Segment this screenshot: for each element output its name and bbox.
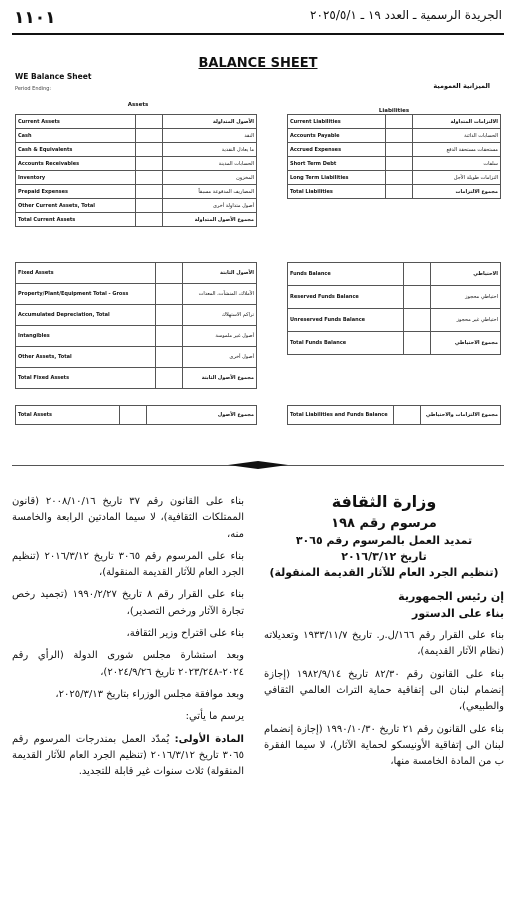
current-liabilities-table	[287, 114, 501, 199]
row-value-cell	[135, 185, 162, 199]
row-value-cell	[135, 157, 162, 171]
row-label-ar: احتياطي غير محجوز	[431, 309, 501, 332]
page-number: ١١٠١	[14, 8, 56, 28]
row-value-cell	[386, 185, 413, 199]
current-liabilities-row	[288, 143, 501, 157]
row-label-ar: ما يعادل النقدية	[162, 143, 256, 157]
row-label-ar: النقد	[162, 129, 256, 143]
total-liab-funds-en: Total Liabilities and Funds Balance	[288, 406, 394, 425]
left-paragraph: يرسم ما يأتي:	[185, 711, 244, 723]
current-liabilities-row	[288, 115, 501, 129]
row-label-en: Long Term Liabilities	[288, 171, 386, 185]
row-label-en: Reserved Funds Balance	[288, 286, 404, 309]
row-label-en: Property/Plant/Equipment Total - Gross	[16, 284, 156, 305]
row-value-cell	[404, 332, 431, 355]
row-label-ar: احتياطي محجوز	[431, 286, 501, 309]
funds-balance-row	[288, 286, 501, 309]
row-label-en: Other Current Assets, Total	[16, 199, 136, 213]
company-name: WE Balance Sheet	[15, 72, 92, 81]
decree-right-column	[264, 494, 504, 770]
gazette-header: الجريدة الرسمية ـ العدد ١٩ ـ ٢٠٢٥/٥/١	[310, 8, 502, 22]
funds-balance-row	[288, 332, 501, 355]
row-label-en: Intangibles	[16, 326, 156, 347]
row-label-ar: أصول غير ملموسة	[183, 326, 257, 347]
fixed-assets-row	[16, 284, 257, 305]
row-label-en: Total Current Assets	[16, 213, 136, 227]
total-assets-row	[16, 406, 257, 425]
current-assets-table	[15, 114, 257, 227]
row-label-ar: مجموع الأصول الثابتة	[183, 368, 257, 389]
constitution-line: بناء على الدستور	[412, 606, 504, 620]
row-label-en: Cash & Equivalents	[16, 143, 136, 157]
row-value-cell	[386, 171, 413, 185]
total-liab-funds-ar: مجموع الالتزامات والاحتياطي	[421, 406, 501, 425]
fixed-assets-table	[15, 262, 257, 389]
row-label-ar: مستحقات مستحقة الدفع	[413, 143, 501, 157]
decree-date: تاريخ ٢٠١٦/٣/١٢	[341, 549, 427, 563]
row-value-cell	[156, 347, 183, 368]
arabic-balance-title: الميزانية العمومية	[433, 82, 490, 90]
row-label-en: Other Assets, Total	[16, 347, 156, 368]
assets-heading: Assets	[127, 102, 149, 108]
row-value-cell	[404, 263, 431, 286]
row-label-en: Unreserved Funds Balance	[288, 309, 404, 332]
row-label-en: Short Term Debt	[288, 157, 386, 171]
row-label-en: Funds Balance	[288, 263, 404, 286]
funds-balance-row	[288, 263, 501, 286]
fixed-assets-row	[16, 347, 257, 368]
row-label-ar: الالتزامات المتداولة	[413, 115, 501, 129]
current-assets-row	[16, 185, 257, 199]
row-value-cell	[156, 263, 183, 284]
balance-sheet-title: BALANCE SHEET	[198, 56, 318, 71]
current-liabilities-row	[288, 157, 501, 171]
row-label-en: Accrued Expenses	[288, 143, 386, 157]
current-assets-row	[16, 171, 257, 185]
funds-balance-row	[288, 309, 501, 332]
row-label-ar: سلفات	[413, 157, 501, 171]
row-value-cell	[386, 115, 413, 129]
ministry-title: وزارة الثقافة	[331, 492, 437, 511]
row-label-en: Fixed Assets	[16, 263, 156, 284]
row-label-ar: المصاريف المدفوعة مسبقاً	[162, 185, 256, 199]
current-liabilities-row	[288, 171, 501, 185]
fixed-assets-row	[16, 305, 257, 326]
row-label-ar: الأصول المتداولة	[162, 115, 256, 129]
row-value-cell	[135, 213, 162, 227]
total-assets-table	[15, 405, 257, 425]
current-assets-row	[16, 199, 257, 213]
row-label-en: Accounts Payable	[288, 129, 386, 143]
row-label-en: Accounts Receivables	[16, 157, 136, 171]
row-value-cell	[156, 305, 183, 326]
fixed-assets-row	[16, 263, 257, 284]
current-assets-row	[16, 129, 257, 143]
row-label-ar: المخزون	[162, 171, 256, 185]
row-label-ar: مجموع الأصول المتداولة	[162, 213, 256, 227]
row-label-en: Total Fixed Assets	[16, 368, 156, 389]
article-text: يُمدّد العمل بمندرجات المرسوم رقم ٣٠٦٥ تاريخ ٢٠١٦/٣/١٢ (تنظيم الجرد العام للآثار القديمة المنقولة) ثلاث سنوات غير قابلة للتجديد.	[12, 733, 244, 778]
row-label-ar: تراكم الاستهلاك	[183, 305, 257, 326]
row-label-en: Accumulated Depreciation, Total	[16, 305, 156, 326]
right-paragraph: بناء على القانون رقم ٨٢/٣٠ تاريخ ١٩٨٢/٩/١٤ (إجازة إنضمام لبنان الى إتفاقية حماية التراث العالمي الثقافي والطبيعي)،	[264, 668, 504, 713]
row-value-cell	[404, 286, 431, 309]
row-label-ar: الأملاك، المنشآت، المعدات	[183, 284, 257, 305]
total-liab-funds-table	[287, 405, 501, 425]
funds-balance-table	[287, 262, 501, 355]
current-assets-row	[16, 143, 257, 157]
total-liab-funds-row	[288, 406, 501, 425]
liabilities-heading: Liabilities	[378, 108, 410, 114]
fixed-assets-row	[16, 368, 257, 389]
row-label-ar: الحسابات الدائنة	[413, 129, 501, 143]
row-value-cell	[156, 368, 183, 389]
total-assets-ar: مجموع الأصول	[147, 406, 257, 425]
row-label-en: Total Liabilities	[288, 185, 386, 199]
decree-number: مرسوم رقم ١٩٨	[331, 516, 437, 532]
row-value-cell	[135, 171, 162, 185]
row-value-cell	[135, 199, 162, 213]
row-value-cell	[404, 309, 431, 332]
row-value-cell	[156, 326, 183, 347]
header-divider	[12, 33, 504, 35]
row-label-ar: أصول أخرى	[183, 347, 257, 368]
article-heading: المادة الأولى:	[174, 733, 244, 745]
current-liabilities-row	[288, 129, 501, 143]
row-label-en: Current Liabilities	[288, 115, 386, 129]
row-value-cell	[386, 129, 413, 143]
left-paragraph: بناء على اقتراح وزير الثقافة،	[126, 628, 244, 640]
decree-subject: تمديد العمل بالمرسوم رقم ٣٠٦٥	[295, 533, 473, 547]
row-value-cell	[135, 115, 162, 129]
current-assets-row	[16, 213, 257, 227]
row-value-cell	[386, 157, 413, 171]
row-label-ar: مجموع الالتزامات	[413, 185, 501, 199]
row-label-en: Cash	[16, 129, 136, 143]
row-label-ar: أصول متداولة أخرى	[162, 199, 256, 213]
row-label-ar: التزامات طويلة الأجل	[413, 171, 501, 185]
row-value-cell	[135, 129, 162, 143]
row-value-cell	[156, 284, 183, 305]
left-paragraph: وبعد استشارة مجلس شورى الدولة (الرأي رقم ٢٠٢٤-٢٠٢٣/٢٤٨ تاريخ ٢٠٢٤/٩/٢٦)،	[12, 650, 244, 678]
row-label-en: Prepaid Expenses	[16, 185, 136, 199]
right-paragraph: بناء على القانون رقم ٢١ تاريخ ١٩٩٠/١٠/٣٠ (إجازة إنضمام لبنان الى إتفاقية الأونيسكو لحماية الآثار)، لا سيما الفقرة ب من المادة الخامسة منها،	[264, 723, 504, 768]
total-assets-en: Total Assets	[16, 406, 120, 425]
article-one	[12, 732, 244, 781]
fixed-assets-row	[16, 326, 257, 347]
row-value-cell	[135, 143, 162, 157]
left-paragraph: بناء على القرار رقم ٨ تاريخ ١٩٩٠/٢/٢٧ (تجميد رخص تجارة الآثار ورخص التصدير)،	[12, 589, 245, 617]
row-label-en: Total Funds Balance	[288, 332, 404, 355]
row-label-ar: الحسابات المدينة	[162, 157, 256, 171]
row-label-ar: الاحتياطي	[431, 263, 501, 286]
left-paragraph: وبعد موافقة مجلس الوزراء بتاريخ ٢٠٢٥/٣/١٣،	[55, 688, 244, 700]
row-label-ar: مجموع الاحتياطي	[431, 332, 501, 355]
row-label-ar: الأصول الثابتة	[183, 263, 257, 284]
current-liabilities-row	[288, 185, 501, 199]
left-paragraph: بناء على القانون رقم ٣٧ تاريخ ٢٠٠٨/١٠/١٦ (قانون الممتلكات الثقافية)، لا سيما المادتين الرابعة والخامسة منه،	[12, 496, 244, 540]
decree-left-column	[12, 494, 244, 780]
divider-ornament-icon	[228, 461, 288, 469]
total-assets-value	[120, 406, 147, 425]
decree-name: (تنظيم الجرد العام للآثار القديمة المنقولة)	[269, 566, 499, 580]
left-paragraph: بناء على المرسوم رقم ٣٠٦٥ تاريخ ٢٠١٦/٣/١٢ (تنظيم الجرد العام للآثار القديمة المنقولة)،	[12, 550, 244, 579]
row-value-cell	[386, 143, 413, 157]
row-label-en: Inventory	[16, 171, 136, 185]
right-paragraph: بناء على القرار رقم ١٦٦/ل.ر. تاريخ ١٩٣٣/١١/٧ وتعديلاته (نظام الآثار القديمة)،	[264, 630, 505, 658]
total-liab-funds-value	[394, 406, 421, 425]
current-assets-row	[16, 157, 257, 171]
president-line: إن رئيس الجمهورية	[398, 590, 504, 604]
current-assets-row	[16, 115, 257, 129]
period-label: Period Ending:	[15, 86, 52, 92]
row-label-en: Current Assets	[16, 115, 136, 129]
